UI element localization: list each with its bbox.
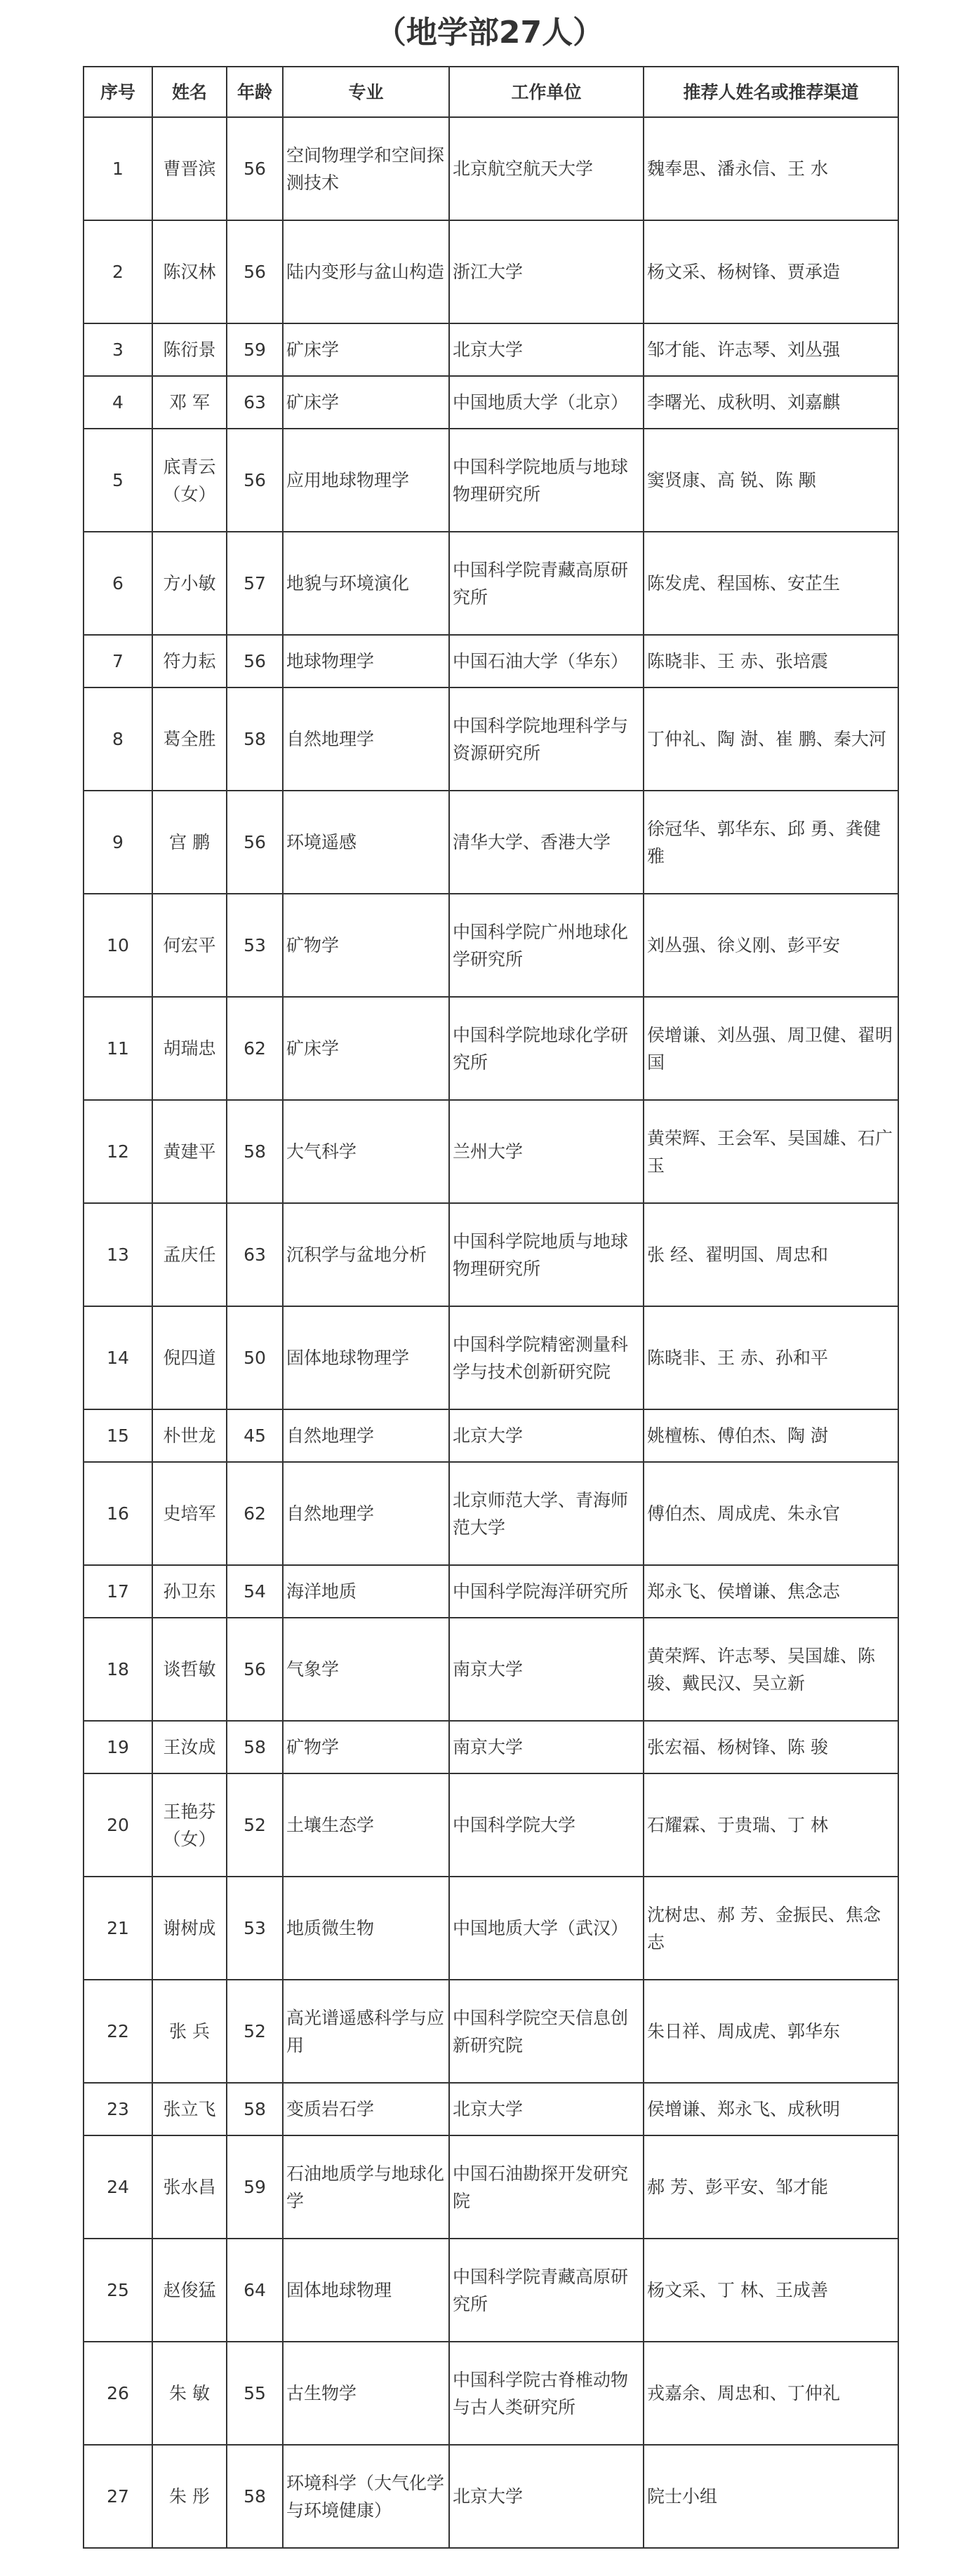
table-row — [84, 1100, 898, 1203]
header-no: 序号 — [84, 67, 152, 117]
cell-name: 张 兵 — [152, 1980, 227, 2083]
header-major: 专业 — [283, 67, 449, 117]
cell-name: 底青云（女） — [152, 429, 227, 532]
table-row — [84, 1618, 898, 1721]
cell-age: 56 — [227, 1618, 283, 1721]
cell-no: 24 — [84, 2135, 152, 2239]
cell-name: 黄建平 — [152, 1100, 227, 1203]
cell-major: 高光谱遥感科学与应用 — [283, 1980, 449, 2083]
table-row — [84, 2445, 898, 2548]
table-row — [84, 2135, 898, 2239]
cell-no: 15 — [84, 1409, 152, 1462]
cell-age: 58 — [227, 1721, 283, 1773]
table-row — [84, 791, 898, 894]
cell-age: 58 — [227, 1100, 283, 1203]
table-header-row — [84, 67, 898, 117]
cell-major: 自然地理学 — [283, 1409, 449, 1462]
cell-recommender: 邹才能、许志琴、刘丛强 — [644, 323, 898, 376]
cell-age: 56 — [227, 429, 283, 532]
cell-recommender: 李曙光、成秋明、刘嘉麒 — [644, 376, 898, 429]
cell-unit: 中国科学院地理科学与资源研究所 — [449, 687, 644, 791]
cell-unit: 南京大学 — [449, 1721, 644, 1773]
table-row — [84, 1877, 898, 1980]
cell-major: 矿物学 — [283, 894, 449, 997]
cell-age: 59 — [227, 323, 283, 376]
table-row — [84, 220, 898, 323]
cell-unit: 中国科学院精密测量科学与技术创新研究院 — [449, 1306, 644, 1409]
cell-age: 59 — [227, 2135, 283, 2239]
table-row — [84, 1773, 898, 1877]
cell-age: 58 — [227, 2445, 283, 2548]
cell-major: 矿床学 — [283, 323, 449, 376]
cell-no: 8 — [84, 687, 152, 791]
cell-age: 56 — [227, 117, 283, 220]
cell-name: 张水昌 — [152, 2135, 227, 2239]
cell-no: 26 — [84, 2342, 152, 2445]
cell-recommender: 郑永飞、侯增谦、焦念志 — [644, 1565, 898, 1618]
header-name: 姓名 — [152, 67, 227, 117]
cell-no: 20 — [84, 1773, 152, 1877]
cell-recommender: 沈树忠、郝 芳、金振民、焦念志 — [644, 1877, 898, 1980]
cell-name: 朱 彤 — [152, 2445, 227, 2548]
cell-no: 22 — [84, 1980, 152, 2083]
cell-recommender: 傅伯杰、周成虎、朱永官 — [644, 1462, 898, 1565]
cell-recommender: 窦贤康、高 锐、陈 颙 — [644, 429, 898, 532]
cell-name: 孙卫东 — [152, 1565, 227, 1618]
cell-no: 10 — [84, 894, 152, 997]
cell-major: 地貌与环境演化 — [283, 532, 449, 635]
cell-recommender: 杨文采、丁 林、王成善 — [644, 2239, 898, 2342]
cell-name: 倪四道 — [152, 1306, 227, 1409]
cell-no: 4 — [84, 376, 152, 429]
cell-major: 空间物理学和空间探测技术 — [283, 117, 449, 220]
cell-no: 13 — [84, 1203, 152, 1306]
cell-major: 自然地理学 — [283, 687, 449, 791]
cell-unit: 北京航空航天大学 — [449, 117, 644, 220]
cell-no: 16 — [84, 1462, 152, 1565]
cell-major: 海洋地质 — [283, 1565, 449, 1618]
cell-recommender: 张宏福、杨树锋、陈 骏 — [644, 1721, 898, 1773]
cell-recommender: 侯增谦、刘丛强、周卫健、翟明国 — [644, 997, 898, 1100]
cell-age: 58 — [227, 687, 283, 791]
cell-age: 58 — [227, 2083, 283, 2135]
cell-recommender: 刘丛强、徐义刚、彭平安 — [644, 894, 898, 997]
cell-no: 19 — [84, 1721, 152, 1773]
cell-age: 52 — [227, 1773, 283, 1877]
cell-recommender: 黄荣辉、许志琴、吴国雄、陈 骏、戴民汉、吴立新 — [644, 1618, 898, 1721]
header-unit: 工作单位 — [449, 67, 644, 117]
cell-no: 6 — [84, 532, 152, 635]
cell-unit: 北京大学 — [449, 323, 644, 376]
cell-name: 张立飞 — [152, 2083, 227, 2135]
table-row — [84, 1203, 898, 1306]
cell-recommender: 陈晓非、王 赤、张培震 — [644, 635, 898, 687]
cell-recommender: 黄荣辉、王会军、吴国雄、石广玉 — [644, 1100, 898, 1203]
cell-unit: 中国科学院大学 — [449, 1773, 644, 1877]
table-row — [84, 323, 898, 376]
cell-unit: 中国科学院地球化学研究所 — [449, 997, 644, 1100]
cell-no: 17 — [84, 1565, 152, 1618]
cell-unit: 北京大学 — [449, 2083, 644, 2135]
cell-name: 曹晋滨 — [152, 117, 227, 220]
cell-major: 变质岩石学 — [283, 2083, 449, 2135]
cell-age: 56 — [227, 635, 283, 687]
cell-no: 5 — [84, 429, 152, 532]
cell-age: 63 — [227, 376, 283, 429]
cell-name: 王艳芬（女） — [152, 1773, 227, 1877]
cell-no: 27 — [84, 2445, 152, 2548]
cell-name: 谢树成 — [152, 1877, 227, 1980]
cell-major: 石油地质学与地球化学 — [283, 2135, 449, 2239]
cell-unit: 中国石油勘探开发研究院 — [449, 2135, 644, 2239]
cell-recommender: 陈发虎、程国栋、安芷生 — [644, 532, 898, 635]
cell-unit: 浙江大学 — [449, 220, 644, 323]
cell-major: 矿物学 — [283, 1721, 449, 1773]
cell-age: 57 — [227, 532, 283, 635]
cell-name: 王汝成 — [152, 1721, 227, 1773]
cell-age: 50 — [227, 1306, 283, 1409]
cell-age: 45 — [227, 1409, 283, 1462]
cell-name: 方小敏 — [152, 532, 227, 635]
cell-major: 矿床学 — [283, 997, 449, 1100]
table-row — [84, 1980, 898, 2083]
table-row — [84, 376, 898, 429]
cell-unit: 中国石油大学（华东） — [449, 635, 644, 687]
cell-no: 14 — [84, 1306, 152, 1409]
cell-recommender: 陈晓非、王 赤、孙和平 — [644, 1306, 898, 1409]
cell-major: 大气科学 — [283, 1100, 449, 1203]
table-row — [84, 1565, 898, 1618]
cell-unit: 中国科学院青藏高原研究所 — [449, 532, 644, 635]
cell-no: 11 — [84, 997, 152, 1100]
cell-recommender: 戎嘉余、周忠和、丁仲礼 — [644, 2342, 898, 2445]
cell-no: 12 — [84, 1100, 152, 1203]
cell-age: 56 — [227, 791, 283, 894]
cell-recommender: 石耀霖、于贵瑞、丁 林 — [644, 1773, 898, 1877]
cell-unit: 中国科学院空天信息创新研究院 — [449, 1980, 644, 2083]
cell-no: 25 — [84, 2239, 152, 2342]
cell-unit: 中国科学院广州地球化学研究所 — [449, 894, 644, 997]
cell-name: 何宏平 — [152, 894, 227, 997]
cell-unit: 南京大学 — [449, 1618, 644, 1721]
cell-no: 3 — [84, 323, 152, 376]
cell-unit: 清华大学、香港大学 — [449, 791, 644, 894]
table-row — [84, 894, 898, 997]
cell-unit: 中国科学院地质与地球物理研究所 — [449, 1203, 644, 1306]
header-recommender: 推荐人姓名或推荐渠道 — [644, 67, 898, 117]
page-title: （地学部27人） — [375, 15, 604, 51]
cell-age: 53 — [227, 1877, 283, 1980]
cell-name: 赵俊猛 — [152, 2239, 227, 2342]
table-row — [84, 687, 898, 791]
cell-recommender: 姚檀栋、傅伯杰、陶 澍 — [644, 1409, 898, 1462]
cell-name: 邓 军 — [152, 376, 227, 429]
cell-recommender: 郝 芳、彭平安、邹才能 — [644, 2135, 898, 2239]
cell-name: 葛全胜 — [152, 687, 227, 791]
cell-major: 环境科学（大气化学与环境健康） — [283, 2445, 449, 2548]
cell-name: 陈汉林 — [152, 220, 227, 323]
cell-unit: 中国地质大学（武汉） — [449, 1877, 644, 1980]
cell-name: 胡瑞忠 — [152, 997, 227, 1100]
cell-recommender: 侯增谦、郑永飞、成秋明 — [644, 2083, 898, 2135]
cell-major: 固体地球物理学 — [283, 1306, 449, 1409]
table-row — [84, 1409, 898, 1462]
cell-age: 54 — [227, 1565, 283, 1618]
cell-age: 62 — [227, 1462, 283, 1565]
cell-no: 23 — [84, 2083, 152, 2135]
cell-no: 2 — [84, 220, 152, 323]
cell-age: 63 — [227, 1203, 283, 1306]
table-body — [84, 117, 898, 2548]
cell-name: 朱 敏 — [152, 2342, 227, 2445]
cell-major: 古生物学 — [283, 2342, 449, 2445]
cell-unit: 中国科学院青藏高原研究所 — [449, 2239, 644, 2342]
cell-major: 地球物理学 — [283, 635, 449, 687]
table-row — [84, 532, 898, 635]
cell-major: 气象学 — [283, 1618, 449, 1721]
cell-recommender: 院士小组 — [644, 2445, 898, 2548]
cell-unit: 中国科学院古脊椎动物与古人类研究所 — [449, 2342, 644, 2445]
cell-age: 56 — [227, 220, 283, 323]
cell-unit: 北京师范大学、青海师范大学 — [449, 1462, 644, 1565]
cell-major: 环境遥感 — [283, 791, 449, 894]
cell-unit: 北京大学 — [449, 1409, 644, 1462]
cell-name: 朴世龙 — [152, 1409, 227, 1462]
cell-unit: 中国地质大学（北京） — [449, 376, 644, 429]
cell-recommender: 魏奉思、潘永信、王 水 — [644, 117, 898, 220]
cell-age: 64 — [227, 2239, 283, 2342]
cell-major: 自然地理学 — [283, 1462, 449, 1565]
cell-unit: 兰州大学 — [449, 1100, 644, 1203]
cell-recommender: 朱日祥、周成虎、郭华东 — [644, 1980, 898, 2083]
cell-no: 1 — [84, 117, 152, 220]
cell-unit: 北京大学 — [449, 2445, 644, 2548]
cell-age: 52 — [227, 1980, 283, 2083]
cell-name: 谈哲敏 — [152, 1618, 227, 1721]
cell-no: 7 — [84, 635, 152, 687]
cell-unit: 中国科学院地质与地球物理研究所 — [449, 429, 644, 532]
cell-unit: 中国科学院海洋研究所 — [449, 1565, 644, 1618]
cell-major: 地质微生物 — [283, 1877, 449, 1980]
cell-name: 史培军 — [152, 1462, 227, 1565]
table-row — [84, 2239, 898, 2342]
cell-major: 陆内变形与盆山构造 — [283, 220, 449, 323]
cell-major: 应用地球物理学 — [283, 429, 449, 532]
header-age: 年龄 — [227, 67, 283, 117]
cell-name: 陈衍景 — [152, 323, 227, 376]
cell-recommender: 杨文采、杨树锋、贾承造 — [644, 220, 898, 323]
cell-major: 沉积学与盆地分析 — [283, 1203, 449, 1306]
table-row — [84, 117, 898, 220]
cell-name: 宫 鹏 — [152, 791, 227, 894]
candidate-table — [83, 66, 899, 2549]
cell-recommender: 徐冠华、郭华东、邱 勇、龚健雅 — [644, 791, 898, 894]
cell-age: 53 — [227, 894, 283, 997]
cell-major: 固体地球物理 — [283, 2239, 449, 2342]
cell-recommender: 张 经、翟明国、周忠和 — [644, 1203, 898, 1306]
table-row — [84, 1721, 898, 1773]
table-row — [84, 635, 898, 687]
table-row — [84, 429, 898, 532]
cell-no: 18 — [84, 1618, 152, 1721]
cell-no: 21 — [84, 1877, 152, 1980]
table-row — [84, 2342, 898, 2445]
cell-no: 9 — [84, 791, 152, 894]
cell-major: 矿床学 — [283, 376, 449, 429]
table-row — [84, 997, 898, 1100]
table-row — [84, 2083, 898, 2135]
cell-name: 符力耘 — [152, 635, 227, 687]
table-row — [84, 1462, 898, 1565]
cell-name: 孟庆任 — [152, 1203, 227, 1306]
cell-age: 55 — [227, 2342, 283, 2445]
cell-major: 土壤生态学 — [283, 1773, 449, 1877]
cell-recommender: 丁仲礼、陶 澍、崔 鹏、秦大河 — [644, 687, 898, 791]
table-row — [84, 1306, 898, 1409]
cell-age: 62 — [227, 997, 283, 1100]
